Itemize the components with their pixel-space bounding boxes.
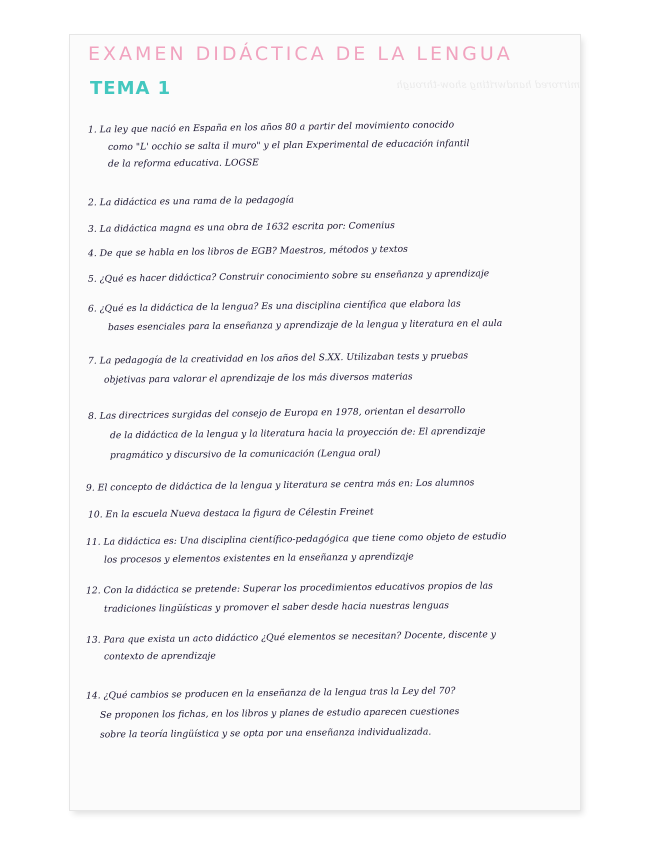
question-line: 3. La didáctica magna es una obra de 1632 escrita por: Comenius	[87, 220, 395, 235]
question-line: 10. En la escuela Nueva destaca la figura de Célestin Freinet	[87, 506, 374, 521]
question-line: 1. La ley que nació en España en los años 80 a partir del movimiento conocido	[87, 119, 455, 136]
topic-heading: TEMA 1	[90, 78, 172, 99]
question-line: de la reforma educativa. LOGSE	[107, 157, 259, 170]
exam-sheet: mirrored handwriting show-through EXAMEN DIDÁCTICA DE LA LENGUA TEMA 1 1. La ley que nació en España en los años 80 a partir del movimiento conocido como "L' occhio se salta il muro" y el plan Experimental de educación infantil de la reforma educativa. LOGSE 2. La didáctica es una rama de la pedagogía 3. La didáctica magna es una obra de 1632 escrita por: Comenius 4. De que se habla en los libros de EGB? Maestros, métodos y textos 5. ¿Qué es hacer didáctica? Construir conocimiento sobre su enseñanza y aprendizaje 6. ¿Qué es la didáctica de la lengua? Es una disciplina científica que elabora las bases esenciales para la enseñanza y aprendizaje de la lengua y literatura en el aula 7. La pedagogía de la creatividad en los años del S.XX. Utilizaban tests y pruebas objetivas para valorar el aprendizaje de los más diversos materias 8. Las directrices surgidas del consejo de Europa en 1978, orientan el desarrollo de la didáctica de la lengua y la literatura hacia la proyección de: El aprendizaje pragmático y discursivo de la comunicación (Lengua oral) 9. El concepto de didáctica de la lengua y literatura se centra más en: Los alumnos 10. En la escuela Nueva destaca la figura de Célestin Freinet 11. La didáctica es: Una disciplina científico-pedagógica que tiene como objeto de estudio los procesos y elementos existentes en la enseñanza y aprendizaje 12. Con la didáctica se pretende: Superar los procedimientos educativos propios de las tradiciones lingüísticas y promover el saber desde hacia nuestras lenguas 13. Para que exista un acto didáctico ¿Qué elementos se necesitan? Docente, discente y contexto de aprendizaje 14. ¿Qué cambios se producen en la enseñanza de la lengua tras la Ley del 70? Se proponen los fichas, en los libros y planes de estudio aparecen cuestiones sobre la teoría lingüística y se opta por una enseñanza individualizada.	[70, 35, 580, 810]
question-line: como "L' occhio se salta il muro" y el plan Experimental de educación infantil	[107, 138, 470, 153]
question-line: 11. La didáctica es: Una disciplina científico-pedagógica que tiene como objeto de estudio	[85, 531, 507, 548]
question-line: 8. Las directrices surgidas del consejo de Europa en 1978, orientan el desarrollo	[87, 405, 466, 422]
question-line: 5. ¿Qué es hacer didáctica? Construir conocimiento sobre su enseñanza y aprendizaje	[87, 268, 490, 285]
question-line: los procesos y elementos existentes en la enseñanza y aprendizaje	[103, 551, 414, 566]
question-line: pragmático y discursivo de la comunicación (Lengua oral)	[109, 447, 381, 462]
question-line: de la didáctica de la lengua y la literatura hacia la proyección de: El aprendizaje	[109, 425, 486, 442]
question-line: 12. Con la didáctica se pretende: Superar los procedimientos educativos propios de las	[85, 580, 493, 597]
question-line: 9. El concepto de didáctica de la lengua y literatura se centra más en: Los alumnos	[85, 477, 475, 494]
question-line: 7. La pedagogía de la creatividad en los años del S.XX. Utilizaban tests y pruebas	[87, 350, 469, 367]
question-line: 4. De que se habla en los libros de EGB? Maestros, métodos y textos	[87, 243, 408, 260]
question-line: tradiciones lingüísticas y promover el saber desde hacia nuestras lenguas	[103, 600, 450, 615]
question-line: Se proponen los fichas, en los libros y planes de estudio aparecen cuestiones	[99, 706, 460, 721]
exam-title: EXAMEN DIDÁCTICA DE LA LENGUA	[88, 43, 513, 65]
question-line: 6. ¿Qué es la didáctica de la lengua? Es una disciplina científica que elabora las	[87, 298, 461, 315]
question-line: objetivas para valorar el aprendizaje de los más diversos materias	[103, 371, 413, 386]
question-line: bases esenciales para la enseñanza y aprendizaje de la lengua y literatura en el aula	[107, 317, 503, 334]
question-line: 13. Para que exista un acto didáctico ¿Qué elementos se necesitan? Docente, discente y	[85, 629, 496, 646]
question-line: 2. La didáctica es una rama de la pedagogía	[87, 194, 295, 209]
question-line: 14. ¿Qué cambios se producen en la enseñanza de la lengua tras la Ley del 70?	[85, 685, 456, 702]
question-line: sobre la teoría lingüística y se opta por una enseñanza individualizada.	[99, 726, 432, 741]
question-line: contexto de aprendizaje	[103, 650, 216, 663]
